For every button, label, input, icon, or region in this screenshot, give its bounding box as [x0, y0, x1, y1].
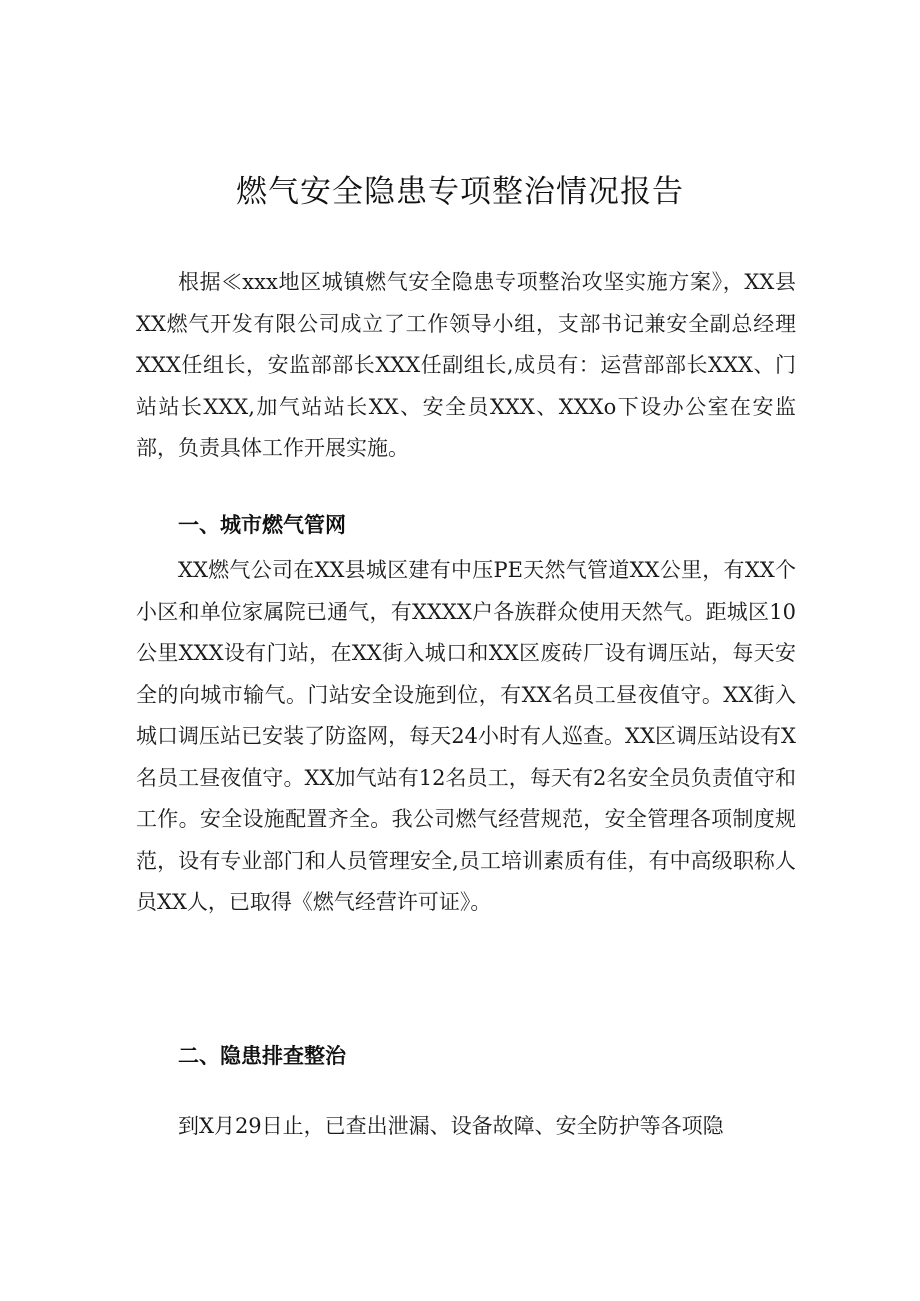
section-1-paragraph: XX燃气公司在XX县城区建有中压PE天然气管道XX公里，有XX个小区和单位家属院已通气，有XXXX户各族群众使用天然气。距城区10公里XXX设有门站，在XX街入城口和XX区废砖厂设有调压站，每天安全的向城市输气。门站安全设施到位，有XX名员工昼夜值守。XX街入城口调压站已安装了防盗网，每天24小时有人巡查。XX区调压站设有X名员工昼夜值守。XX加气站有12名员工，每天有2名安全员负责值守和工作。安全设施配置齐全。我公司燃气经营规范，安全管理各项制度规范，设有专业部门和人员管理安全,员工培训素质有佳，有中高级职称人员XX人，已取得《燃气经营许可证》。: [136, 558, 796, 914]
section-2-heading: 二、隐患排查整治: [178, 1044, 346, 1068]
section-1-heading: 一、城市燃气管网: [178, 513, 346, 537]
section-2-paragraph: 到X月29日止，已查出泄漏、设备故障、安全防护等各项隐: [178, 1114, 724, 1138]
intro-paragraph: 根据≪xxx地区城镇燃气安全隐患专项整治攻坚实施方案》，XX县XX燃气开发有限公司成立了工作领导小组，支部书记兼安全副总经理XXX任组长，安监部部长XXX任副组长,成员有：运营部部长XXX、门站站长XXX,加气站站长XX、安全员XXX、XXXo下设办公室在安监部，负责具体工作开展实施。: [136, 270, 796, 460]
document-title: 燃气安全隐患专项整治情况报告: [236, 174, 684, 210]
